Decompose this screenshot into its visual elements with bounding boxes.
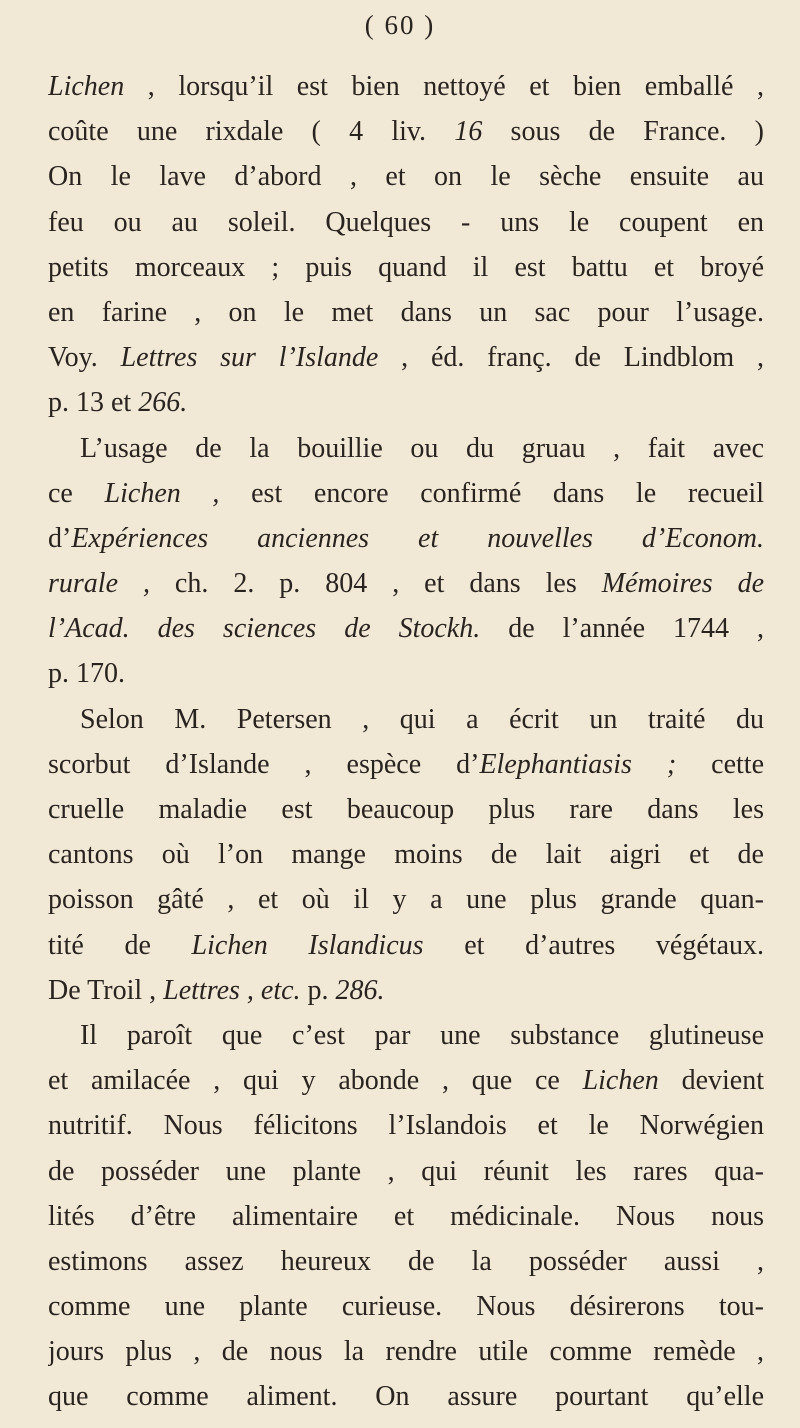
text-segment: ch. 2. p. 804 , et dans les <box>149 568 602 600</box>
text-segment: et amilacée , qui y abonde , que ce <box>48 1065 583 1097</box>
text-segment: lités d’être alimentaire et médicinale. Nous nous <box>48 1200 764 1232</box>
text-segment: p. <box>300 974 336 1006</box>
text-line <box>48 516 764 561</box>
text-line <box>48 426 764 471</box>
text-segment: nutritif. Nous félicitons l’Islandois et le Norwégien <box>48 1110 764 1142</box>
text-line <box>48 606 764 651</box>
text-segment: est encore confirmé dans le recueil <box>219 477 764 509</box>
text-line <box>48 1194 764 1239</box>
text-line <box>48 109 764 154</box>
text-segment: feu ou au soleil. Quelques - uns le coupent en <box>48 206 764 238</box>
text-segment: devient <box>658 1065 764 1097</box>
text-line <box>48 1013 764 1058</box>
italic-text-segment: Elephantiasis ; <box>479 748 677 780</box>
text-segment: que comme aliment. On assure pourtant qu’elle <box>48 1381 764 1413</box>
text-segment: Il paroît que c’est par une substance glutineuse <box>80 1019 764 1051</box>
text-segment: jours plus , de nous la rendre utile comme remède , <box>48 1336 764 1368</box>
italic-text-segment: Lettres sur l’Islande <box>120 342 379 374</box>
text-line <box>48 1103 764 1148</box>
text-line <box>48 1284 764 1329</box>
text-line <box>48 832 764 877</box>
text-segment: sous de France. ) <box>482 116 764 148</box>
italic-text-segment: rurale , <box>48 568 150 600</box>
text-line <box>48 923 764 968</box>
text-line <box>48 1374 764 1419</box>
text-line <box>48 742 764 787</box>
italic-text-segment: 266. <box>138 387 188 419</box>
text-segment: scorbut d’Islande , espèce d’ <box>48 748 480 780</box>
text-line <box>48 651 764 696</box>
italic-text-segment: Mémoires de <box>601 568 764 600</box>
italic-text-segment: l’Acad. des sciences de Stockh. <box>48 613 481 645</box>
text-line <box>48 380 764 425</box>
text-segment: tité de <box>48 929 192 961</box>
text-segment: Selon M. Petersen , qui a écrit un traité du <box>80 703 764 735</box>
italic-text-segment: 16 <box>454 116 483 148</box>
text-segment: de posséder une plante , qui réunit les rares qua- <box>48 1155 764 1187</box>
text-segment: p. 13 et <box>48 387 139 419</box>
text-line <box>48 1239 764 1284</box>
text-segment: d’ <box>48 522 72 554</box>
italic-text-segment: Lichen , <box>104 477 220 509</box>
italic-text-segment: Lichen Islandicus <box>191 929 424 961</box>
text-line <box>48 290 764 335</box>
text-line <box>48 787 764 832</box>
text-line <box>48 335 764 380</box>
text-segment: cruelle maladie est beaucoup plus rare dans les <box>48 794 764 825</box>
text-line <box>48 200 764 245</box>
text-segment: petits morceaux ; puis quand il est battu et broyé <box>48 251 764 283</box>
text-segment: , lorsqu’il est bien nettoyé et bien emballé , <box>124 71 764 102</box>
text-segment: On le lave d’abord , et on le sèche ensuite au <box>48 161 764 193</box>
body-text <box>48 64 764 1420</box>
italic-text-segment: Lichen <box>582 1065 659 1097</box>
text-line <box>48 245 764 290</box>
italic-text-segment: Lettres , etc. <box>163 974 301 1006</box>
text-line <box>48 968 764 1013</box>
italic-text-segment: Lichen <box>48 71 125 102</box>
text-segment: en farine , on le met dans un sac pour l’usage. <box>48 296 764 328</box>
text-segment: p. 170. <box>48 658 125 690</box>
text-line <box>48 1149 764 1194</box>
text-segment: cantons où l’on mange moins de lait aigri et de <box>48 839 764 871</box>
text-segment: de l’année 1744 , <box>480 613 764 645</box>
text-segment: coûte une rixdale ( 4 liv. <box>48 116 455 148</box>
text-segment: et d’autres végétaux. <box>423 929 764 961</box>
text-segment: comme une plante curieuse. Nous désirerons tou- <box>48 1291 764 1323</box>
text-segment: estimons assez heureux de la posséder aussi , <box>48 1245 764 1277</box>
text-segment: , éd. franç. de Lindblom , <box>378 342 764 374</box>
italic-text-segment: Expériences anciennes et nouvelles d’Econom. <box>71 522 764 554</box>
italic-text-segment: 286. <box>335 974 385 1006</box>
text-segment: cette <box>676 748 764 780</box>
text-segment: L’usage de la bouillie ou du gruau , fait avec <box>80 432 764 464</box>
text-line <box>48 561 764 606</box>
text-line <box>48 1329 764 1374</box>
page-number-header: ( 60 ) <box>364 10 436 40</box>
text-line <box>48 877 764 922</box>
text-line <box>48 471 764 516</box>
text-line <box>48 1058 764 1103</box>
text-segment: poisson gâté , et où il y a une plus grande quan- <box>48 884 764 916</box>
text-segment: De Troil , <box>48 974 164 1006</box>
text-segment: Voy. <box>48 342 121 374</box>
text-line <box>48 697 764 742</box>
text-segment: ce <box>48 477 105 509</box>
text-line <box>48 154 764 199</box>
text-line <box>48 64 764 109</box>
